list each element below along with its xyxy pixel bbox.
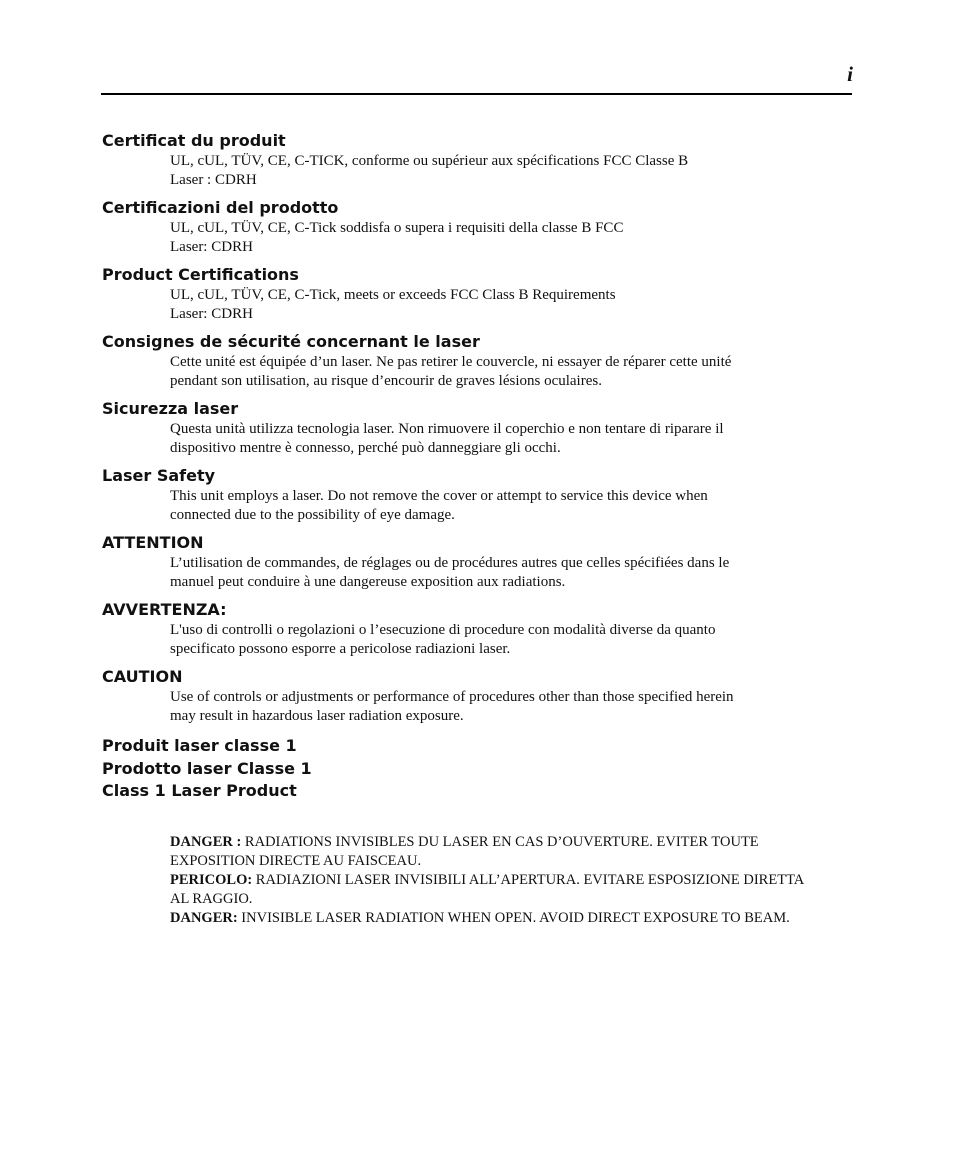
- product-class-italian: Prodotto laser Classe 1: [102, 758, 312, 778]
- danger-text: EXPOSITION DIRECTE AU FAISCEAU.: [170, 852, 422, 869]
- danger-line: [170, 871, 842, 890]
- danger-notices: [170, 833, 842, 928]
- danger-notice-french: [170, 833, 842, 871]
- section-consignes-securite-laser: [102, 331, 842, 391]
- body-line: manuel peut conduire à une dangereuse exposition aux radiations.: [170, 574, 566, 590]
- section-heading: Consignes de sécurité concernant le laser: [102, 332, 480, 351]
- section-avvertenza: [102, 599, 842, 659]
- body-line: Use of controls or adjustments or performance of procedures other than those specified herein: [170, 689, 734, 705]
- danger-tag: DANGER :: [170, 833, 242, 850]
- body-line: pendant son utilisation, au risque d’encourir de graves lésions oculaires.: [170, 373, 602, 389]
- body-line: Laser: CDRH: [170, 239, 253, 255]
- body-line: UL, cUL, TÜV, CE, C-TICK, conforme ou supérieur aux spécifications FCC Classe B: [170, 153, 689, 169]
- section-heading: Sicurezza laser: [102, 399, 239, 418]
- danger-tag: DANGER:: [170, 909, 238, 926]
- section-body: [170, 688, 842, 726]
- danger-notice-italian: [170, 871, 842, 909]
- danger-text: RADIATIONS INVISIBLES DU LASER EN CAS D’OUVERTURE. EVITER TOUTE: [244, 833, 759, 850]
- product-class-english: Class 1 Laser Product: [102, 781, 297, 800]
- body-line: specificato possono esporre a pericolose radiazioni laser.: [170, 641, 511, 657]
- section-body: [170, 219, 842, 257]
- danger-line: [170, 833, 842, 852]
- section-body: [170, 554, 842, 592]
- body-line: L’utilisation de commandes, de réglages ou de procédures autres que celles spécifiées dans le: [170, 555, 730, 571]
- product-class-labels: [102, 735, 842, 803]
- body-line: This unit employs a laser. Do not remove the cover or attempt to service this device when: [170, 488, 708, 504]
- section-heading: Certificat du produit: [102, 131, 286, 150]
- body-line: Laser : CDRH: [170, 172, 257, 188]
- danger-line: [170, 909, 842, 928]
- body-line: UL, cUL, TÜV, CE, C-Tick soddisfa o supera i requisiti della classe B FCC: [170, 220, 624, 236]
- body-line: UL, cUL, TÜV, CE, C-Tick, meets or exceeds FCC Class B Requirements: [170, 287, 616, 303]
- section-heading: Laser Safety: [102, 466, 216, 485]
- body-line: connected due to the possibility of eye damage.: [170, 507, 455, 523]
- section-body: [170, 420, 842, 458]
- section-certificat-du-produit: [102, 130, 842, 190]
- section-product-certifications: [102, 264, 842, 324]
- section-laser-safety: [102, 465, 842, 525]
- danger-tag: PERICOLO:: [170, 871, 253, 888]
- section-heading: ATTENTION: [102, 533, 204, 552]
- header-rule: [101, 93, 852, 95]
- body-line: dispositivo mentre è connesso, perché può danneggiare gli occhi.: [170, 440, 561, 456]
- section-heading: AVVERTENZA:: [102, 600, 227, 619]
- section-body: [170, 487, 842, 525]
- body-line: may result in hazardous laser radiation exposure.: [170, 708, 464, 724]
- section-body: [170, 286, 842, 324]
- section-attention: [102, 532, 842, 592]
- danger-notice-english: [170, 909, 842, 928]
- section-certificazioni-del-prodotto: [102, 197, 842, 257]
- page-number: i: [847, 62, 853, 86]
- body-line: L'uso di controlli o regolazioni o l’esecuzione di procedure con modalità diverse da quanto: [170, 622, 716, 638]
- body-line: Questa unità utilizza tecnologia laser. Non rimuovere il coperchio e non tentare di riparare il: [170, 421, 724, 437]
- danger-text: RADIAZIONI LASER INVISIBILI ALL’APERTURA. EVITARE ESPOSIZIONE DIRETTA: [255, 871, 805, 888]
- danger-text: INVISIBLE LASER RADIATION WHEN OPEN. AVOID DIRECT EXPOSURE TO BEAM.: [241, 909, 790, 926]
- section-caution: [102, 666, 842, 726]
- section-body: [170, 152, 842, 190]
- section-heading: CAUTION: [102, 667, 183, 686]
- document-body: [102, 130, 842, 928]
- section-heading: Product Certifications: [102, 265, 299, 284]
- section-sicurezza-laser: [102, 398, 842, 458]
- body-line: Cette unité est équipée d’un laser. Ne pas retirer le couvercle, ni essayer de réparer cette unité: [170, 354, 732, 370]
- section-heading: Certificazioni del prodotto: [102, 198, 339, 217]
- section-body: [170, 621, 842, 659]
- section-body: [170, 353, 842, 391]
- body-line: Laser: CDRH: [170, 306, 253, 322]
- product-class-french: Produit laser classe 1: [102, 736, 297, 755]
- danger-text: AL RAGGIO.: [170, 890, 253, 907]
